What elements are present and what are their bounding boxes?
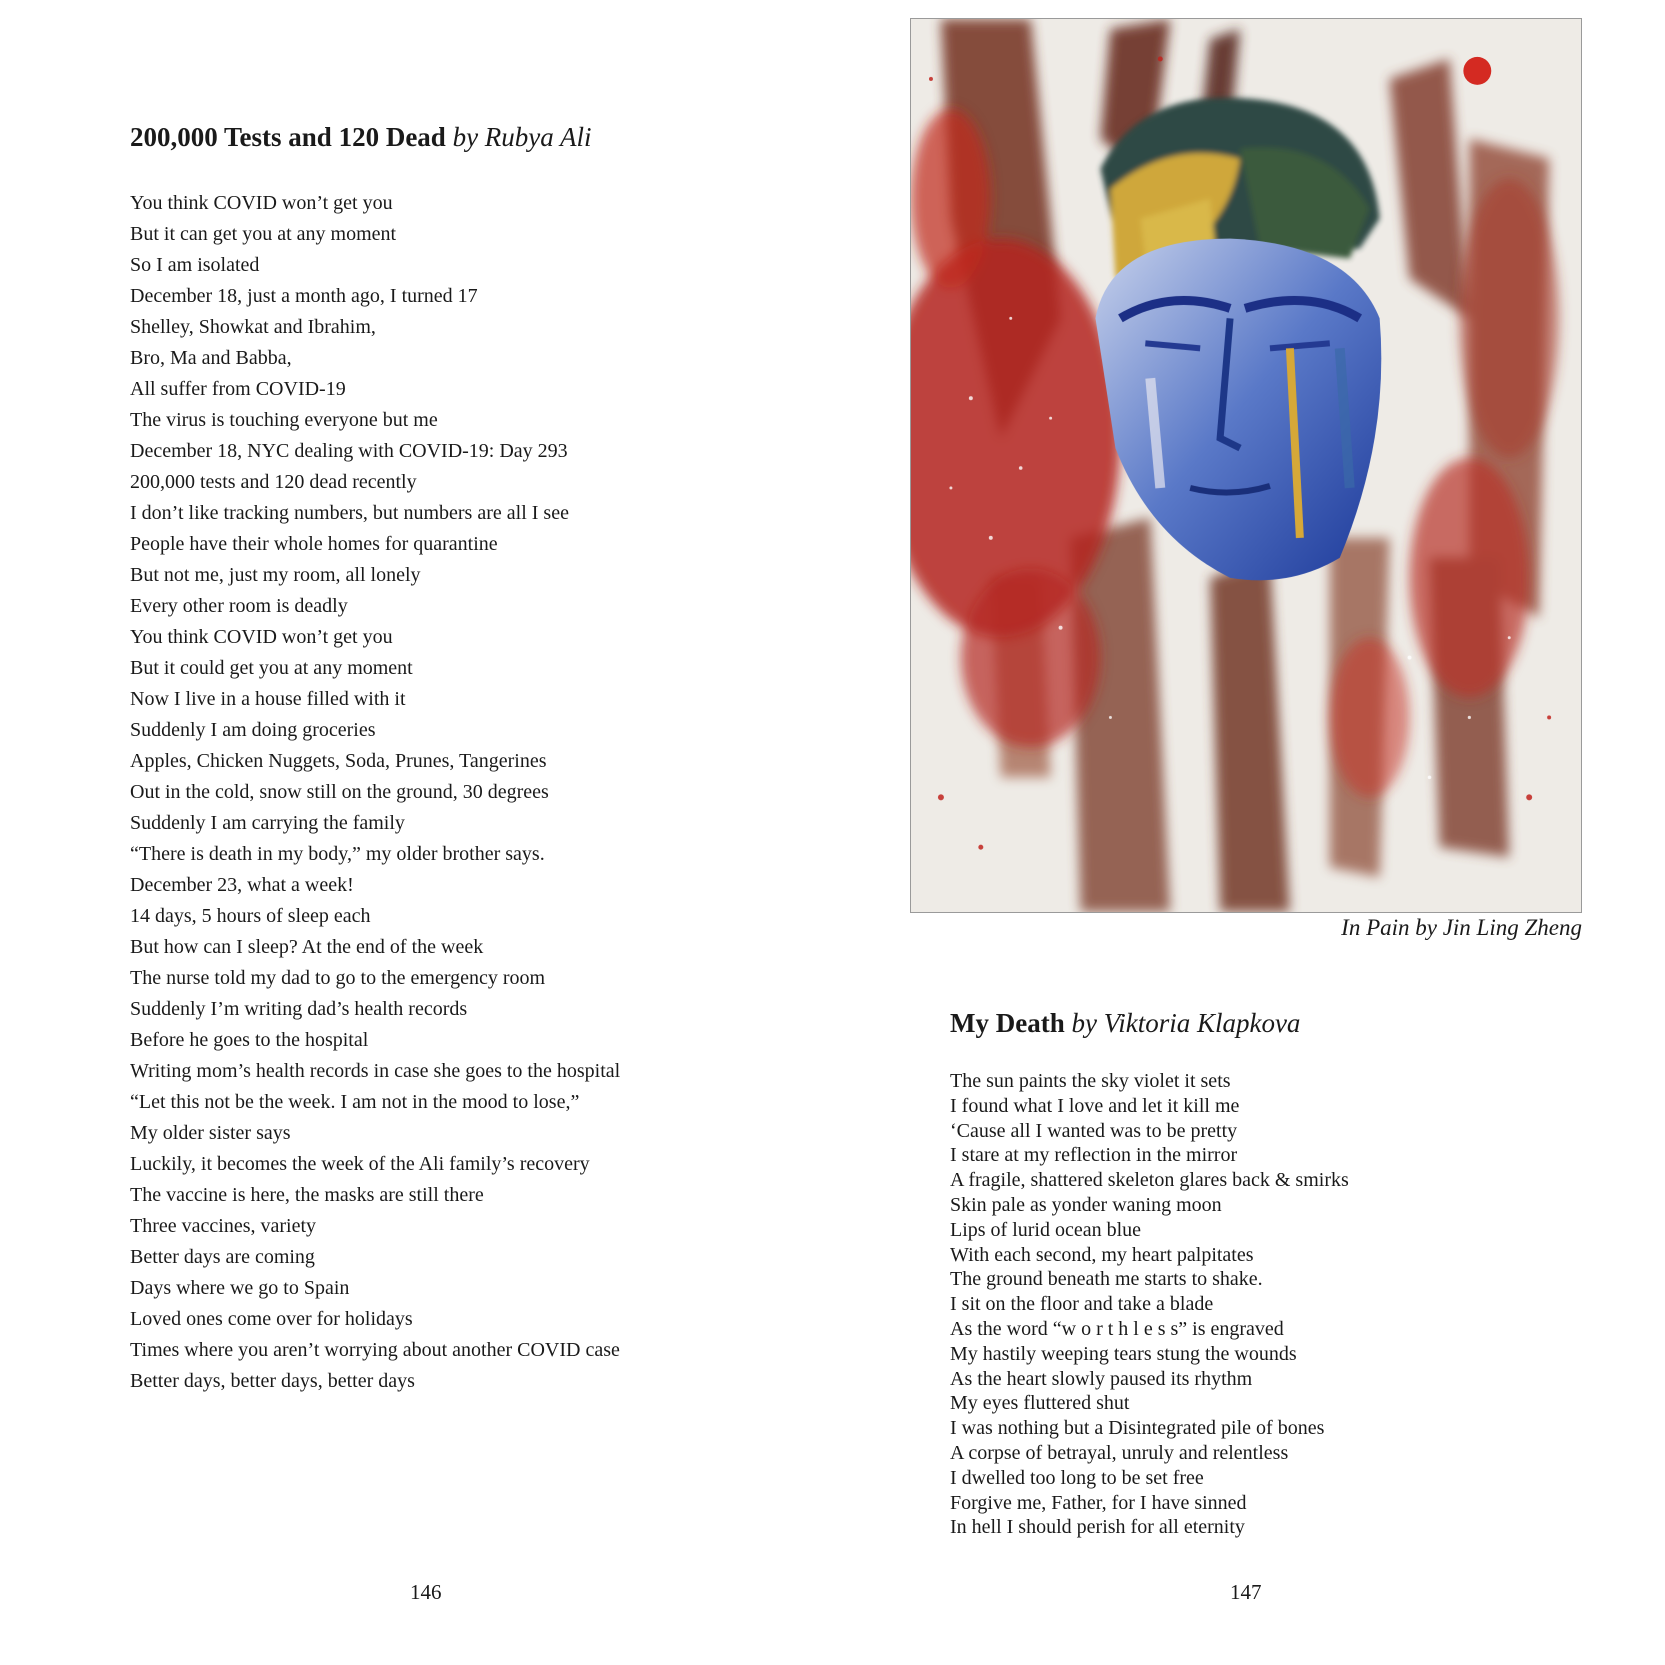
poem-line: My older sister says xyxy=(130,1122,291,1144)
poem-title xyxy=(950,1008,1300,1039)
poem-line: “There is death in my body,” my older brother says. xyxy=(130,843,545,865)
poem-line: But how can I sleep? At the end of the week xyxy=(130,936,484,958)
poem-line: A fragile, shattered skeleton glares back & smirks xyxy=(950,1169,1349,1192)
poem-line: I don’t like tracking numbers, but numbers are all I see xyxy=(130,502,569,524)
artwork-painting xyxy=(910,18,1582,913)
poem-line: But it can get you at any moment xyxy=(130,223,397,245)
poem-line: People have their whole homes for quarantine xyxy=(130,533,498,555)
poem-line: In hell I should perish for all eternity xyxy=(950,1516,1245,1539)
poem-title-text: My Death xyxy=(950,1008,1065,1038)
poem-line: I sit on the floor and take a blade xyxy=(950,1293,1214,1316)
poem-line: Forgive me, Father, for I have sinned xyxy=(950,1491,1247,1514)
poem-line: You think COVID won’t get you xyxy=(130,626,393,648)
poem-line: Every other room is deadly xyxy=(130,595,348,617)
poem-line: Apples, Chicken Nuggets, Soda, Prunes, Tangerines xyxy=(130,750,547,772)
poem-title-text: 200,000 Tests and 120 Dead xyxy=(130,122,446,152)
artwork-caption: In Pain by Jin Ling Zheng xyxy=(1341,915,1582,940)
right-page xyxy=(832,0,1665,1665)
poem-line: I was nothing but a Disintegrated pile of bones xyxy=(950,1417,1325,1440)
poem-line: Writing mom’s health records in case she goes to the hospital xyxy=(130,1060,621,1082)
poem-line: A corpse of betrayal, unruly and relentless xyxy=(950,1441,1289,1464)
poem-line: But not me, just my room, all lonely xyxy=(130,564,421,586)
page-number: 147 xyxy=(1230,1580,1262,1604)
poem-line: Luckily, it becomes the week of the Ali family’s recovery xyxy=(130,1153,590,1175)
poem-line: The ground beneath me starts to shake. xyxy=(950,1268,1263,1291)
poem-line: Three vaccines, variety xyxy=(130,1215,317,1237)
poem-line: Loved ones come over for holidays xyxy=(130,1308,413,1330)
poem-body xyxy=(130,188,620,1397)
poem-line: But it could get you at any moment xyxy=(130,657,413,679)
poem-line: Lips of lurid ocean blue xyxy=(950,1218,1142,1241)
poem-line: Days where we go to Spain xyxy=(130,1277,350,1299)
poem-line: Now I live in a house filled with it xyxy=(130,688,406,710)
poem-line: Suddenly I am carrying the family xyxy=(130,812,405,834)
poem-line: The sun paints the sky violet it sets xyxy=(950,1070,1231,1092)
poem-line: December 18, NYC dealing with COVID-19: Day 293 xyxy=(130,440,568,462)
poem-line: “Let this not be the week. I am not in the mood to lose,” xyxy=(130,1091,580,1113)
poem-line: I found what I love and let it kill me xyxy=(950,1094,1240,1117)
poem-line: The nurse told my dad to go to the emergency room xyxy=(130,967,546,989)
poem-line: You think COVID won’t get you xyxy=(130,192,393,214)
poem-line: My hastily weeping tears stung the wounds xyxy=(950,1342,1297,1365)
poem-line: Out in the cold, snow still on the ground, 30 degrees xyxy=(130,781,549,803)
poem-line: Skin pale as yonder waning moon xyxy=(950,1193,1222,1216)
poem-line: I stare at my reflection in the mirror xyxy=(950,1144,1238,1167)
face-painting-illustration xyxy=(911,19,1581,912)
poem-line: Bro, Ma and Babba, xyxy=(130,347,292,369)
poem-line: 14 days, 5 hours of sleep each xyxy=(130,905,371,927)
poem-line: The virus is touching everyone but me xyxy=(130,409,438,431)
page-number: 146 xyxy=(410,1580,442,1604)
poem-line: Shelley, Showkat and Ibrahim, xyxy=(130,316,376,338)
poem-author: by Viktoria Klapkova xyxy=(1071,1008,1301,1038)
left-page xyxy=(0,0,832,1665)
poem-line: As the word “w o r t h l e s s” is engraved xyxy=(950,1317,1284,1340)
poem-line: Suddenly I am doing groceries xyxy=(130,719,376,741)
poem-line: December 23, what a week! xyxy=(130,874,354,896)
poem-author: by Rubya Ali xyxy=(452,122,592,152)
poem-body xyxy=(950,1069,1349,1540)
poem-line: With each second, my heart palpitates xyxy=(950,1243,1254,1266)
poem-line: Better days are coming xyxy=(130,1246,315,1268)
poem-line: Better days, better days, better days xyxy=(130,1370,415,1392)
poem-line: All suffer from COVID-19 xyxy=(130,378,346,400)
poem-line: December 18, just a month ago, I turned 17 xyxy=(130,285,478,307)
poem-line: As the heart slowly paused its rhythm xyxy=(950,1367,1253,1390)
poem-line: The vaccine is here, the masks are still there xyxy=(130,1184,484,1206)
poem-line: I dwelled too long to be set free xyxy=(950,1466,1204,1489)
poem-line: Times where you aren’t worrying about another COVID case xyxy=(130,1339,620,1361)
poem-line: Before he goes to the hospital xyxy=(130,1029,369,1051)
poem-title xyxy=(130,122,592,153)
poem-line: 200,000 tests and 120 dead recently xyxy=(130,471,417,493)
poem-line: Suddenly I’m writing dad’s health records xyxy=(130,998,468,1020)
poem-line: So I am isolated xyxy=(130,254,260,276)
poem-line: My eyes fluttered shut xyxy=(950,1392,1130,1415)
poem-line: ‘Cause all I wanted was to be pretty xyxy=(950,1119,1238,1142)
